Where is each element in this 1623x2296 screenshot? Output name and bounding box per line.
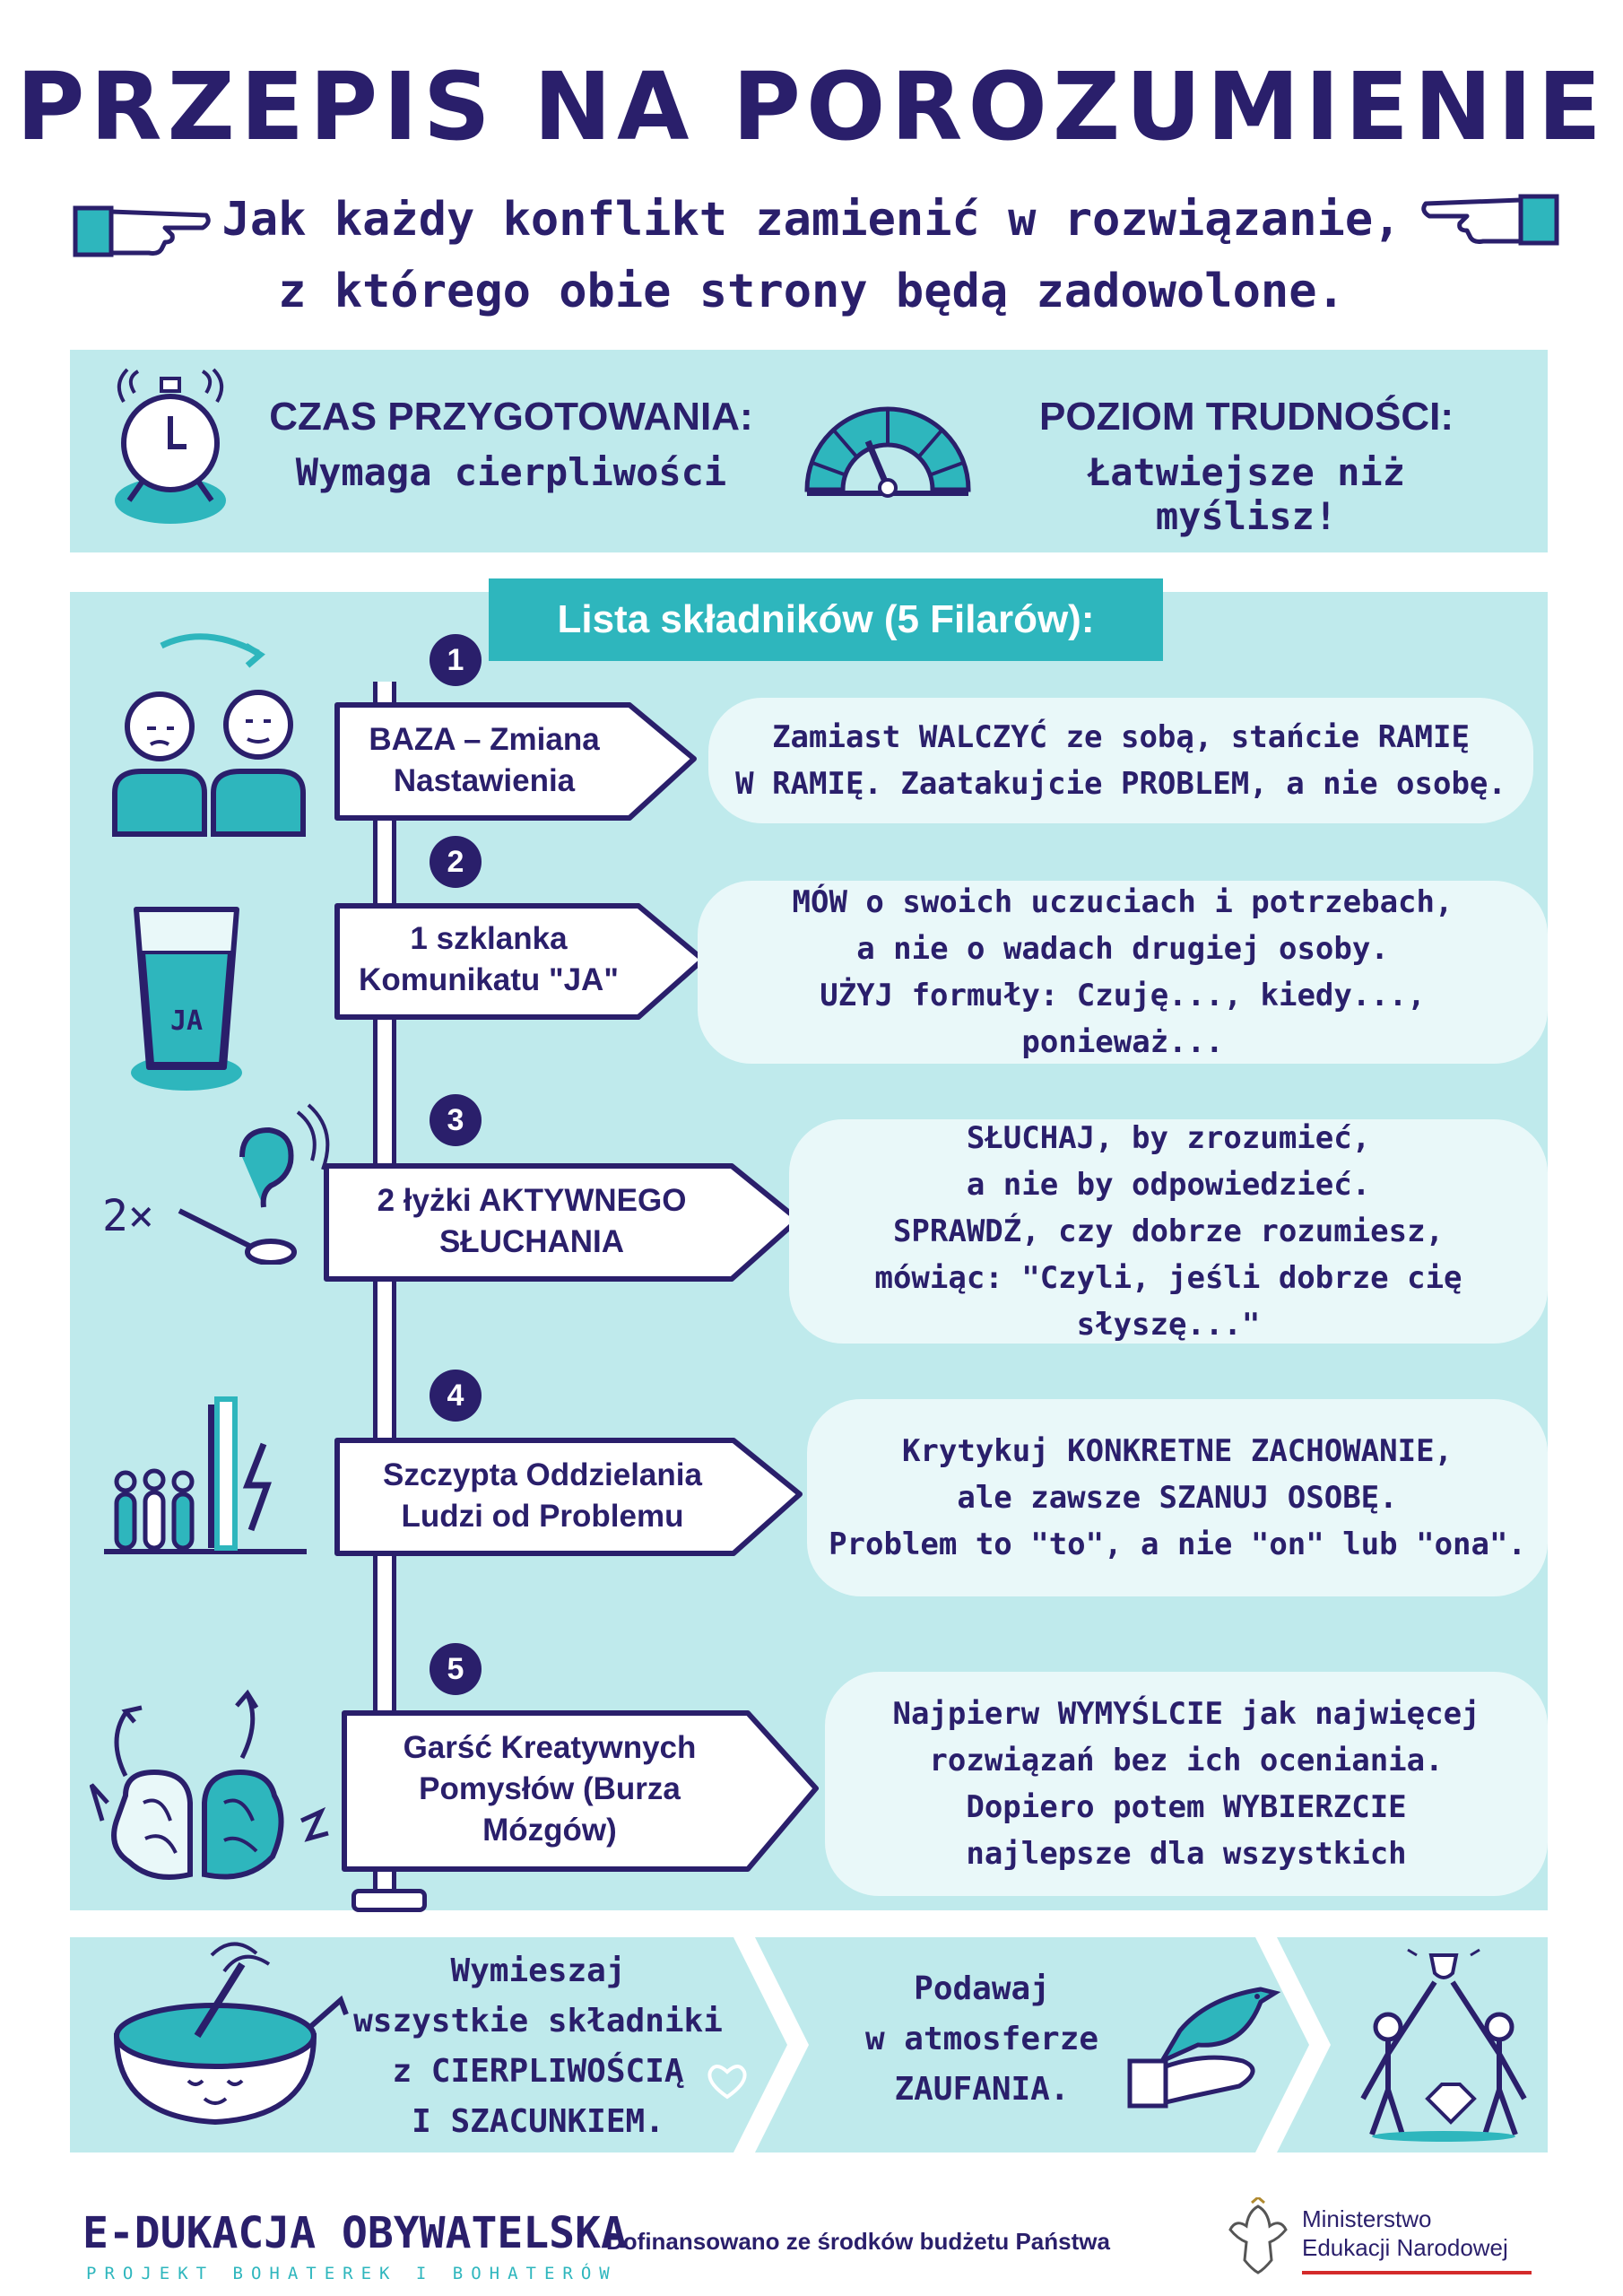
page-title: PRZEPIS NA POROZUMIENIE [16,52,1607,161]
alarm-clock-icon [99,366,233,527]
ingredient-number-2: 2 [430,836,482,888]
ingredient-description-2: MÓW o swoich uczuciach i potrzebach, a nie o wadach drugiej osoby. UŻYJ formuły: Czuję..., kiedy..., ponieważ... [698,881,1548,1064]
people-trophy-icon [1345,1946,1542,2144]
bird-hand-icon [1126,1962,1288,2115]
prep-time-value: Wymaga cierpliwości [295,450,727,494]
people-barrier-icon [99,1396,314,1566]
pointing-hand-left-icon [72,196,215,267]
step-serve-text: Podawaj w atmosferze ZAUFANIA. [864,1970,1099,2108]
ingredient-sign-label-2: 1 szklanka Komunikatu "JA" [359,921,619,997]
polish-eagle-icon [1227,2197,1289,2278]
ingredient-description-1: Zamiast WALCZYĆ ze sobą, stańcie RAMIĘ W RAMIĘ. Zaatakujcie PROBLEM, a nie osobę. [708,698,1533,823]
two-people-icon [106,628,312,843]
ingredient-description-4: Krytykuj KONKRETNE ZACHOWANIE, ale zawsze SZANUJ OSOBĘ. Problem to "to", a nie "on" lub "ona". [807,1399,1548,1596]
step-mix-text: Wymieszaj wszystkie składniki z CIERPLIWOŚCIĄ I SZACUNKIEM. [353,1952,723,2140]
ingredient-description-5: Najpierw WYMYŚLCIE jak najwięcej rozwiązań bez ich oceniania. Dopiero potem WYBIERZCIE najlepsze dla wszystkich [825,1672,1548,1896]
brain-storm-icon [90,1686,332,1892]
ingredient-number-3: 3 [430,1094,482,1146]
heart-icon [705,2061,750,2100]
footer-logo: E-DUKACJA OBYWATELSKA [82,2208,627,2258]
difficulty-label: POZIOM TRUDNOŚCI: [1039,395,1454,439]
ingredient-description-3: SŁUCHAJ, by zrozumieć, a nie by odpowiedzieć. SPRAWDŹ, czy dobrze rozumiesz, mówiąc: "Czyli, jeśli dobrze cię słyszę..." [789,1119,1548,1344]
prep-time-label: CZAS PRZYGOTOWANIA: [269,395,753,439]
footer-ministry: Ministerstwo Edukacji Narodowej [1302,2205,1508,2261]
cooking-pot-icon [99,1937,350,2144]
ear-spoon-icon [99,1103,332,1265]
spoon-count-label: 2× [102,1191,154,1241]
signpost-base [352,1889,427,1912]
subtitle: Jak każdy konflikt zamienić w rozwiązanie, z którego obie strony będą zadowolone. [221,193,1402,318]
ministry-red-line [1302,2271,1532,2274]
ingredient-sign-label-5: Garść Kreatywnych Pomysłów (Burza Mózgów) [403,1730,697,1848]
ingredients-title: Lista składników (5 Filarów): [489,578,1163,661]
footer-funding: Dofinansowano ze środków budżetu Państwa [606,2228,1110,2255]
ingredient-number-5: 5 [430,1643,482,1695]
ingredient-number-4: 4 [430,1370,482,1422]
ingredient-number-1: 1 [430,634,482,686]
glass-icon [124,897,249,1094]
ingredient-sign-label-4: Szczypta Oddzielania Ludzi od Problemu [383,1457,702,1534]
difficulty-value: Łatwiejsze niż myślisz! [1087,450,1405,538]
ingredient-sign-label-1: BAZA – Zmiana Nastawienia [369,722,600,798]
footer-logo-subtitle: PROJEKT BOHATEREK I BOHATERÓW [86,2264,618,2283]
glass-label: JA [169,1005,204,1037]
pointing-hand-right-icon [1417,184,1560,256]
difficulty-gauge-icon [798,405,977,504]
ingredient-sign-label-3: 2 łyżki AKTYWNEGO SŁUCHANIA [377,1183,687,1259]
